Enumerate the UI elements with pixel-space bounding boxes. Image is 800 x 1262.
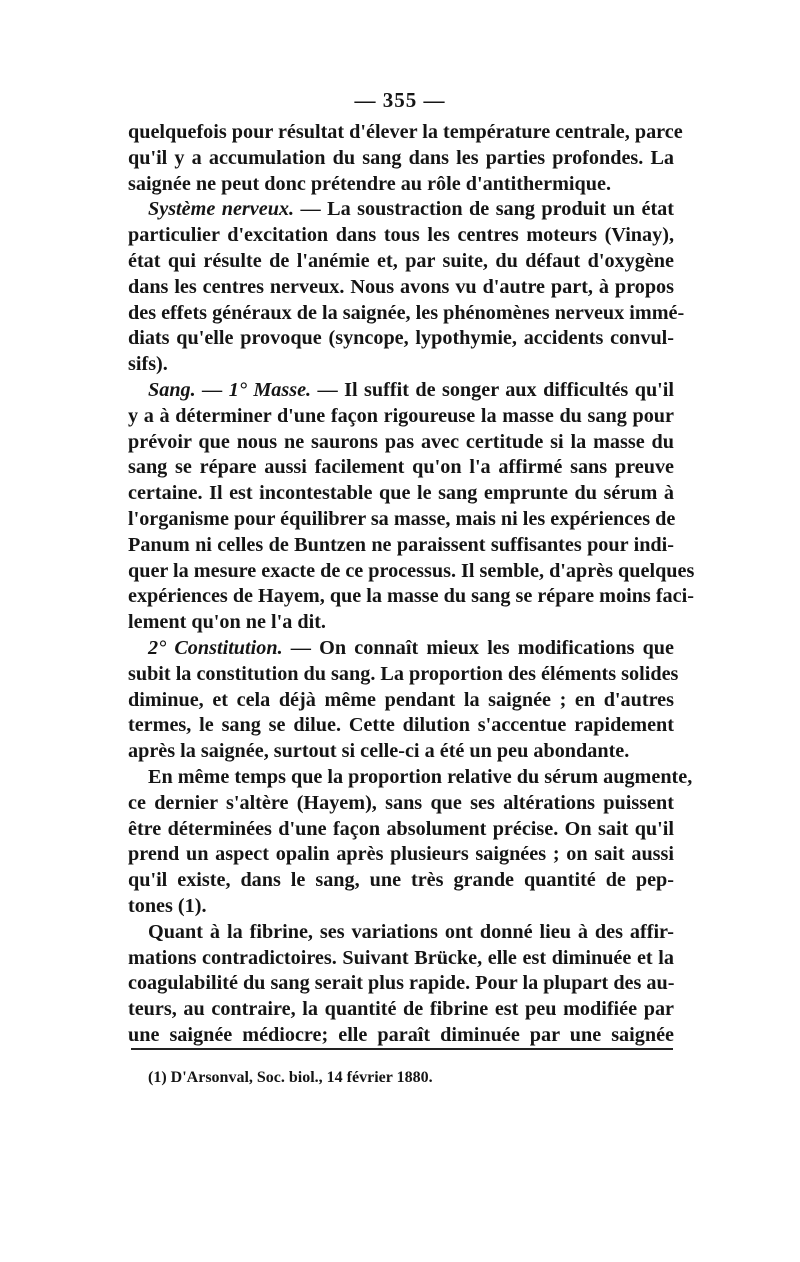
text-line: ce dernier s'altère (Hayem), sans que ses altérations puissent [128,791,674,814]
footnote-divider [131,1048,673,1050]
text-line: sang se répare aussi facilement qu'on l'a affirmé sans preuve [128,456,674,479]
section-label: Sang. — 1° Masse. [148,378,312,401]
text-line: En même temps que la proportion relative du sérum augmente, [148,765,693,788]
text-line: prend un aspect opalin après plusieurs saignées ; on sait aussi [128,843,674,866]
text-line: des effets généraux de la saignée, les phénomènes nerveux immé- [128,301,685,324]
text-line: diats qu'elle provoque (syncope, lypothymie, accidents convul- [128,327,674,350]
text-line: prévoir que nous ne saurons pas avec certitude si la masse du [128,430,674,453]
text-line: y a à déterminer d'une façon rigoureuse la masse du sang pour [128,404,674,427]
text-line: lement qu'on ne l'a dit. [128,611,326,634]
text-line: teurs, au contraire, la quantité de fibrine est peu modifiée par [128,998,674,1021]
section-label: 2° Constitution. [148,636,283,659]
text-line: état qui résulte de l'anémie et, par suite, du défaut d'oxygène [128,249,674,272]
text-line: après la saignée, surtout si celle-ci a été un peu abondante. [128,740,630,763]
text-line-content: — Il suffit de songer aux difficultés qu'il [311,378,674,401]
text-line [128,378,674,404]
text-line: Quant à la fibrine, ses variations ont donné lieu à des affir- [148,920,674,943]
text-line [128,636,674,662]
text-line: l'organisme pour équilibrer sa masse, mais ni les expériences de [128,507,676,530]
text-line: être déterminées d'une façon absolument précise. On sait qu'il [128,817,674,840]
text-line: quelquefois pour résultat d'élever la température centrale, parce [128,121,683,143]
text-line: dans les centres nerveux. Nous avons vu d'autre part, à propos [128,275,674,298]
text-line: mations contradictoires. Suivant Brücke, elle est diminuée et la [128,946,674,969]
page-number: — 355 — [354,88,446,112]
text-line: sifs). [128,353,168,376]
text-line: particulier d'excitation dans tous les centres moteurs (Vinay), [128,224,674,247]
text-line: une saignée médiocre; elle paraît diminuée par une saignée [128,1023,674,1046]
text-line: quer la mesure exacte de ce processus. Il semble, d'après quelques [128,559,695,582]
text-line: expériences de Hayem, que la masse du sang se répare moins faci- [128,585,694,608]
text-line: qu'il y a accumulation du sang dans les parties profondes. La [128,146,674,169]
text-line: subit la constitution du sang. La proportion des éléments solides [128,662,679,685]
text-line: qu'il existe, dans le sang, une très grande quantité de pep- [128,869,674,892]
text-line: termes, le sang se dilue. Cette dilution s'accentue rapidement [128,714,674,737]
footnote: (1) D'Arsonval, Soc. biol., 14 février 1880. [148,1069,433,1086]
text-line-content: — La soustraction de sang produit un état [294,198,674,221]
text-line [128,197,674,223]
text-line: saignée ne peut donc prétendre au rôle d'antithermique. [128,172,611,195]
text-line: certaine. Il est incontestable que le sang emprunte du sérum à [128,482,674,505]
text-line: Panum ni celles de Buntzen ne paraissent suffisantes pour indi- [128,533,674,556]
section-label: Système nerveux. [148,198,295,221]
text-line: coagulabilité du sang serait plus rapide. Pour la plupart des au- [128,972,675,995]
body-text [128,120,695,1049]
text-line-content: — On connaît mieux les modifications que [282,636,674,659]
text-line: diminue, et cela déjà même pendant la saignée ; en d'autres [128,688,674,711]
text-line: tones (1). [128,894,207,917]
